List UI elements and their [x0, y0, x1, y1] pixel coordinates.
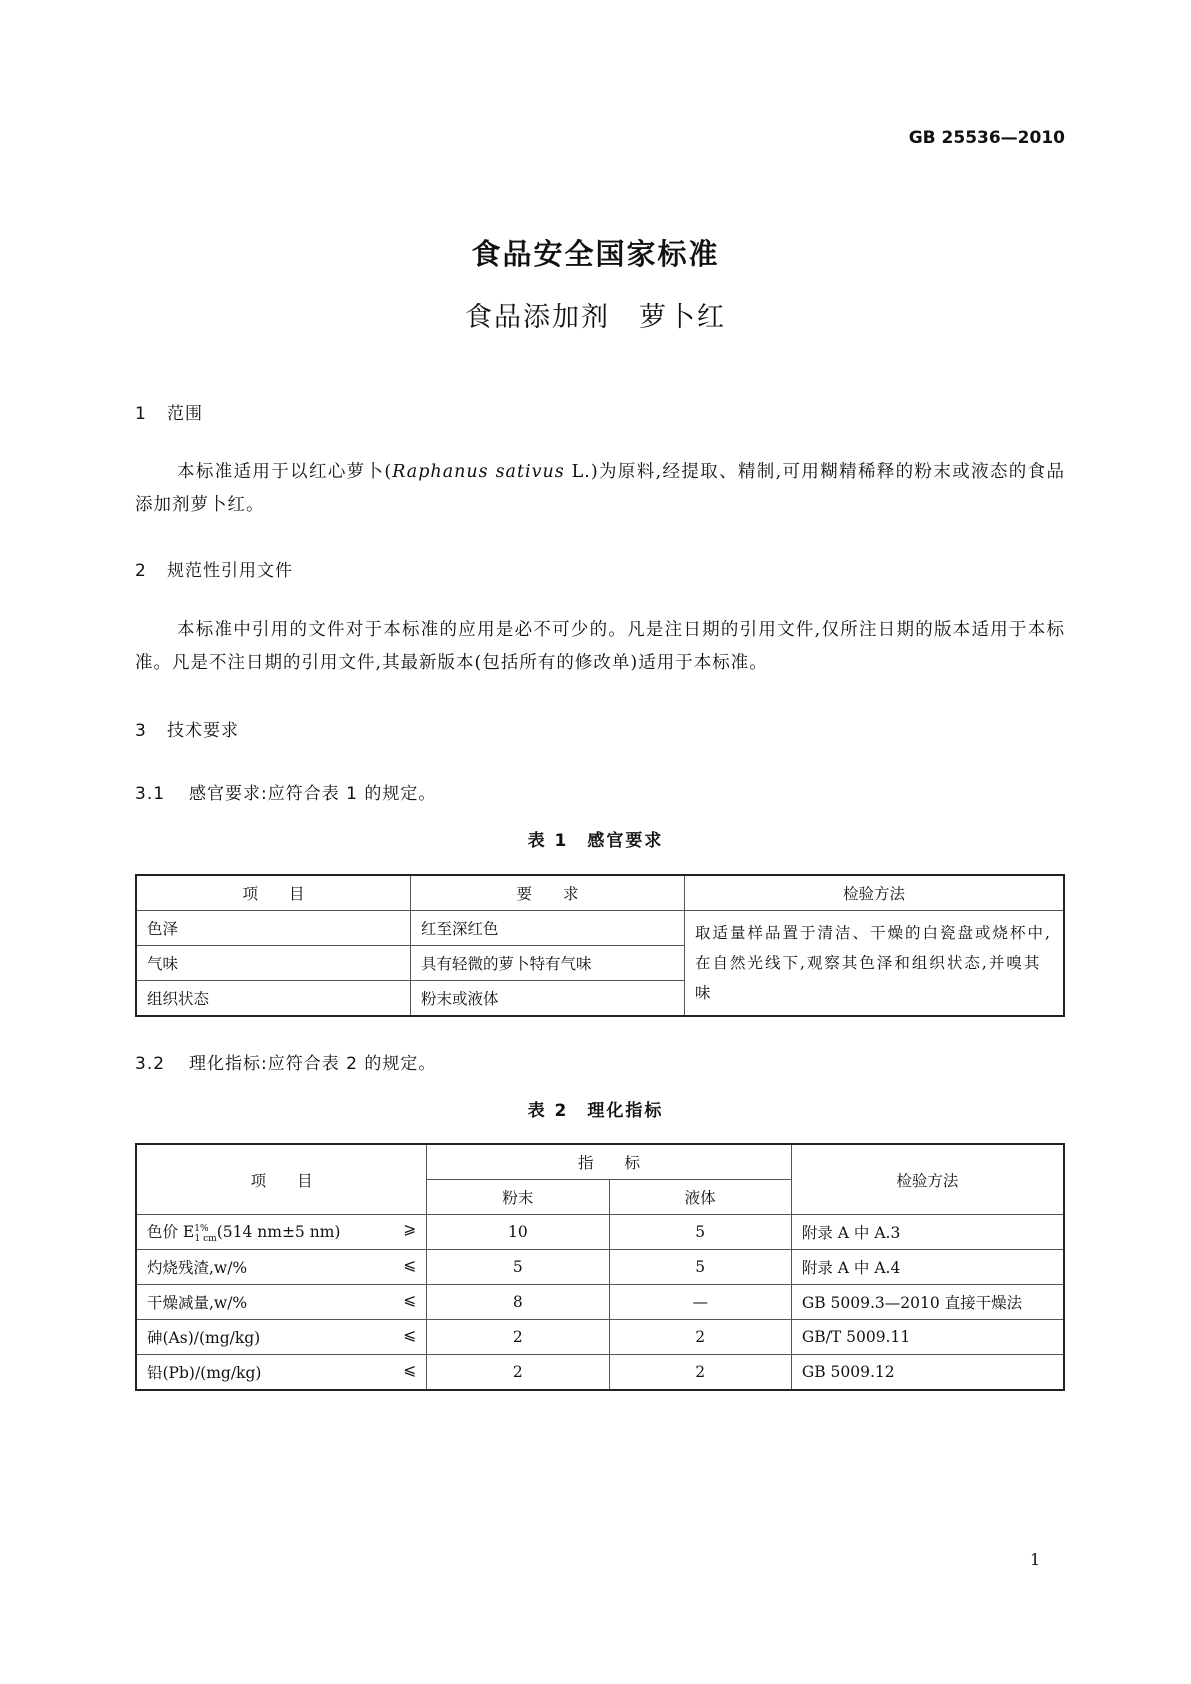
header-method: 检验方法 — [685, 875, 1065, 911]
section-3-2-heading: 3.2 理化指标:应符合表 2 的规定。 — [135, 1054, 437, 1074]
section-2-heading: 2 规范性引用文件 — [135, 561, 293, 581]
header-powder: 粉末 — [427, 1180, 609, 1215]
cell: 8 — [427, 1285, 609, 1320]
header-liquid: 液体 — [609, 1180, 791, 1215]
section-3-heading: 3 技术要求 — [135, 721, 239, 741]
table-row — [136, 1285, 1064, 1320]
section-2-paragraph: 本标准中引用的文件对于本标准的应用是必不可少的。凡是注日期的引用文件,仅所注日期的版本适用于本标准。凡是不注日期的引用文件,其最新版本(包括所有的修改单)适用于本标准。 — [135, 620, 1065, 673]
table-header-row — [136, 1144, 1064, 1180]
cell: 粉末或液体 — [411, 981, 685, 1017]
cell: 2 — [609, 1355, 791, 1391]
table-2-caption: 表 2 理化指标 — [527, 1101, 664, 1121]
table-row — [136, 911, 1064, 946]
cell: 组织状态 — [136, 981, 411, 1017]
table-row — [136, 1320, 1064, 1355]
method-cell: 取适量样品置于清洁、干燥的白瓷盘或烧杯中,在自然光线下,观察其色泽和组织状态,并嗅其味 — [685, 911, 1065, 1017]
cell: 红至深红色 — [411, 911, 685, 946]
cell: 10 — [427, 1215, 609, 1250]
page-number: 1 — [1030, 1550, 1041, 1569]
cell: 5 — [427, 1250, 609, 1285]
cell: 附录 A 中 A.4 — [791, 1250, 1064, 1285]
header-item: 项 目 — [136, 1144, 427, 1215]
item-cell: 干燥减量,w/% ⩽ — [136, 1285, 427, 1320]
cell: 2 — [427, 1355, 609, 1391]
table-1-caption: 表 1 感官要求 — [527, 831, 664, 851]
document-subtitle: 食品添加剂 萝卜红 — [465, 302, 726, 333]
cell: 2 — [609, 1320, 791, 1355]
cell: GB/T 5009.11 — [791, 1320, 1064, 1355]
section-1-paragraph: 本标准适用于以红心萝卜(Raphanus sativus L.)为原料,经提取、精制,可用糊精稀释的粉末或液态的食品添加剂萝卜红。 — [135, 462, 1066, 515]
sensory-requirements-table — [135, 874, 1065, 1017]
item-cell: 灼烧残渣,w/% ⩽ — [136, 1250, 427, 1285]
document-title: 食品安全国家标准 — [471, 237, 720, 271]
header-requirement: 要 求 — [411, 875, 685, 911]
cell: 5 — [609, 1250, 791, 1285]
table-header-row — [136, 875, 1064, 911]
cell: 色泽 — [136, 911, 411, 946]
physicochemical-table — [135, 1143, 1065, 1391]
cell: 2 — [427, 1320, 609, 1355]
cell: 附录 A 中 A.3 — [791, 1215, 1064, 1250]
table-row — [136, 1250, 1064, 1285]
cell: GB 5009.12 — [791, 1355, 1064, 1391]
section-1-heading: 1 范围 — [135, 404, 203, 424]
item-cell: 砷(As)/(mg/kg) ⩽ — [136, 1320, 427, 1355]
cell: 5 — [609, 1215, 791, 1250]
header-index: 指 标 — [427, 1144, 792, 1180]
cell: 气味 — [136, 946, 411, 981]
standard-number: GB 25536—2010 — [908, 128, 1065, 148]
section-3-1-heading: 3.1 感官要求:应符合表 1 的规定。 — [135, 784, 437, 804]
cell: — — [609, 1285, 791, 1320]
item-cell: 铅(Pb)/(mg/kg) ⩽ — [136, 1355, 427, 1391]
table-row — [136, 1215, 1064, 1250]
cell: GB 5009.3—2010 直接干燥法 — [791, 1285, 1064, 1320]
header-method: 检验方法 — [791, 1144, 1064, 1215]
item-cell: 色价 $E^{1\%}_{1 cm}(514$ nm±5 nm) ⩾ — [136, 1215, 427, 1250]
table-row — [136, 1355, 1064, 1391]
header-item: 项 目 — [136, 875, 411, 911]
cell: 具有轻微的萝卜特有气味 — [411, 946, 685, 981]
